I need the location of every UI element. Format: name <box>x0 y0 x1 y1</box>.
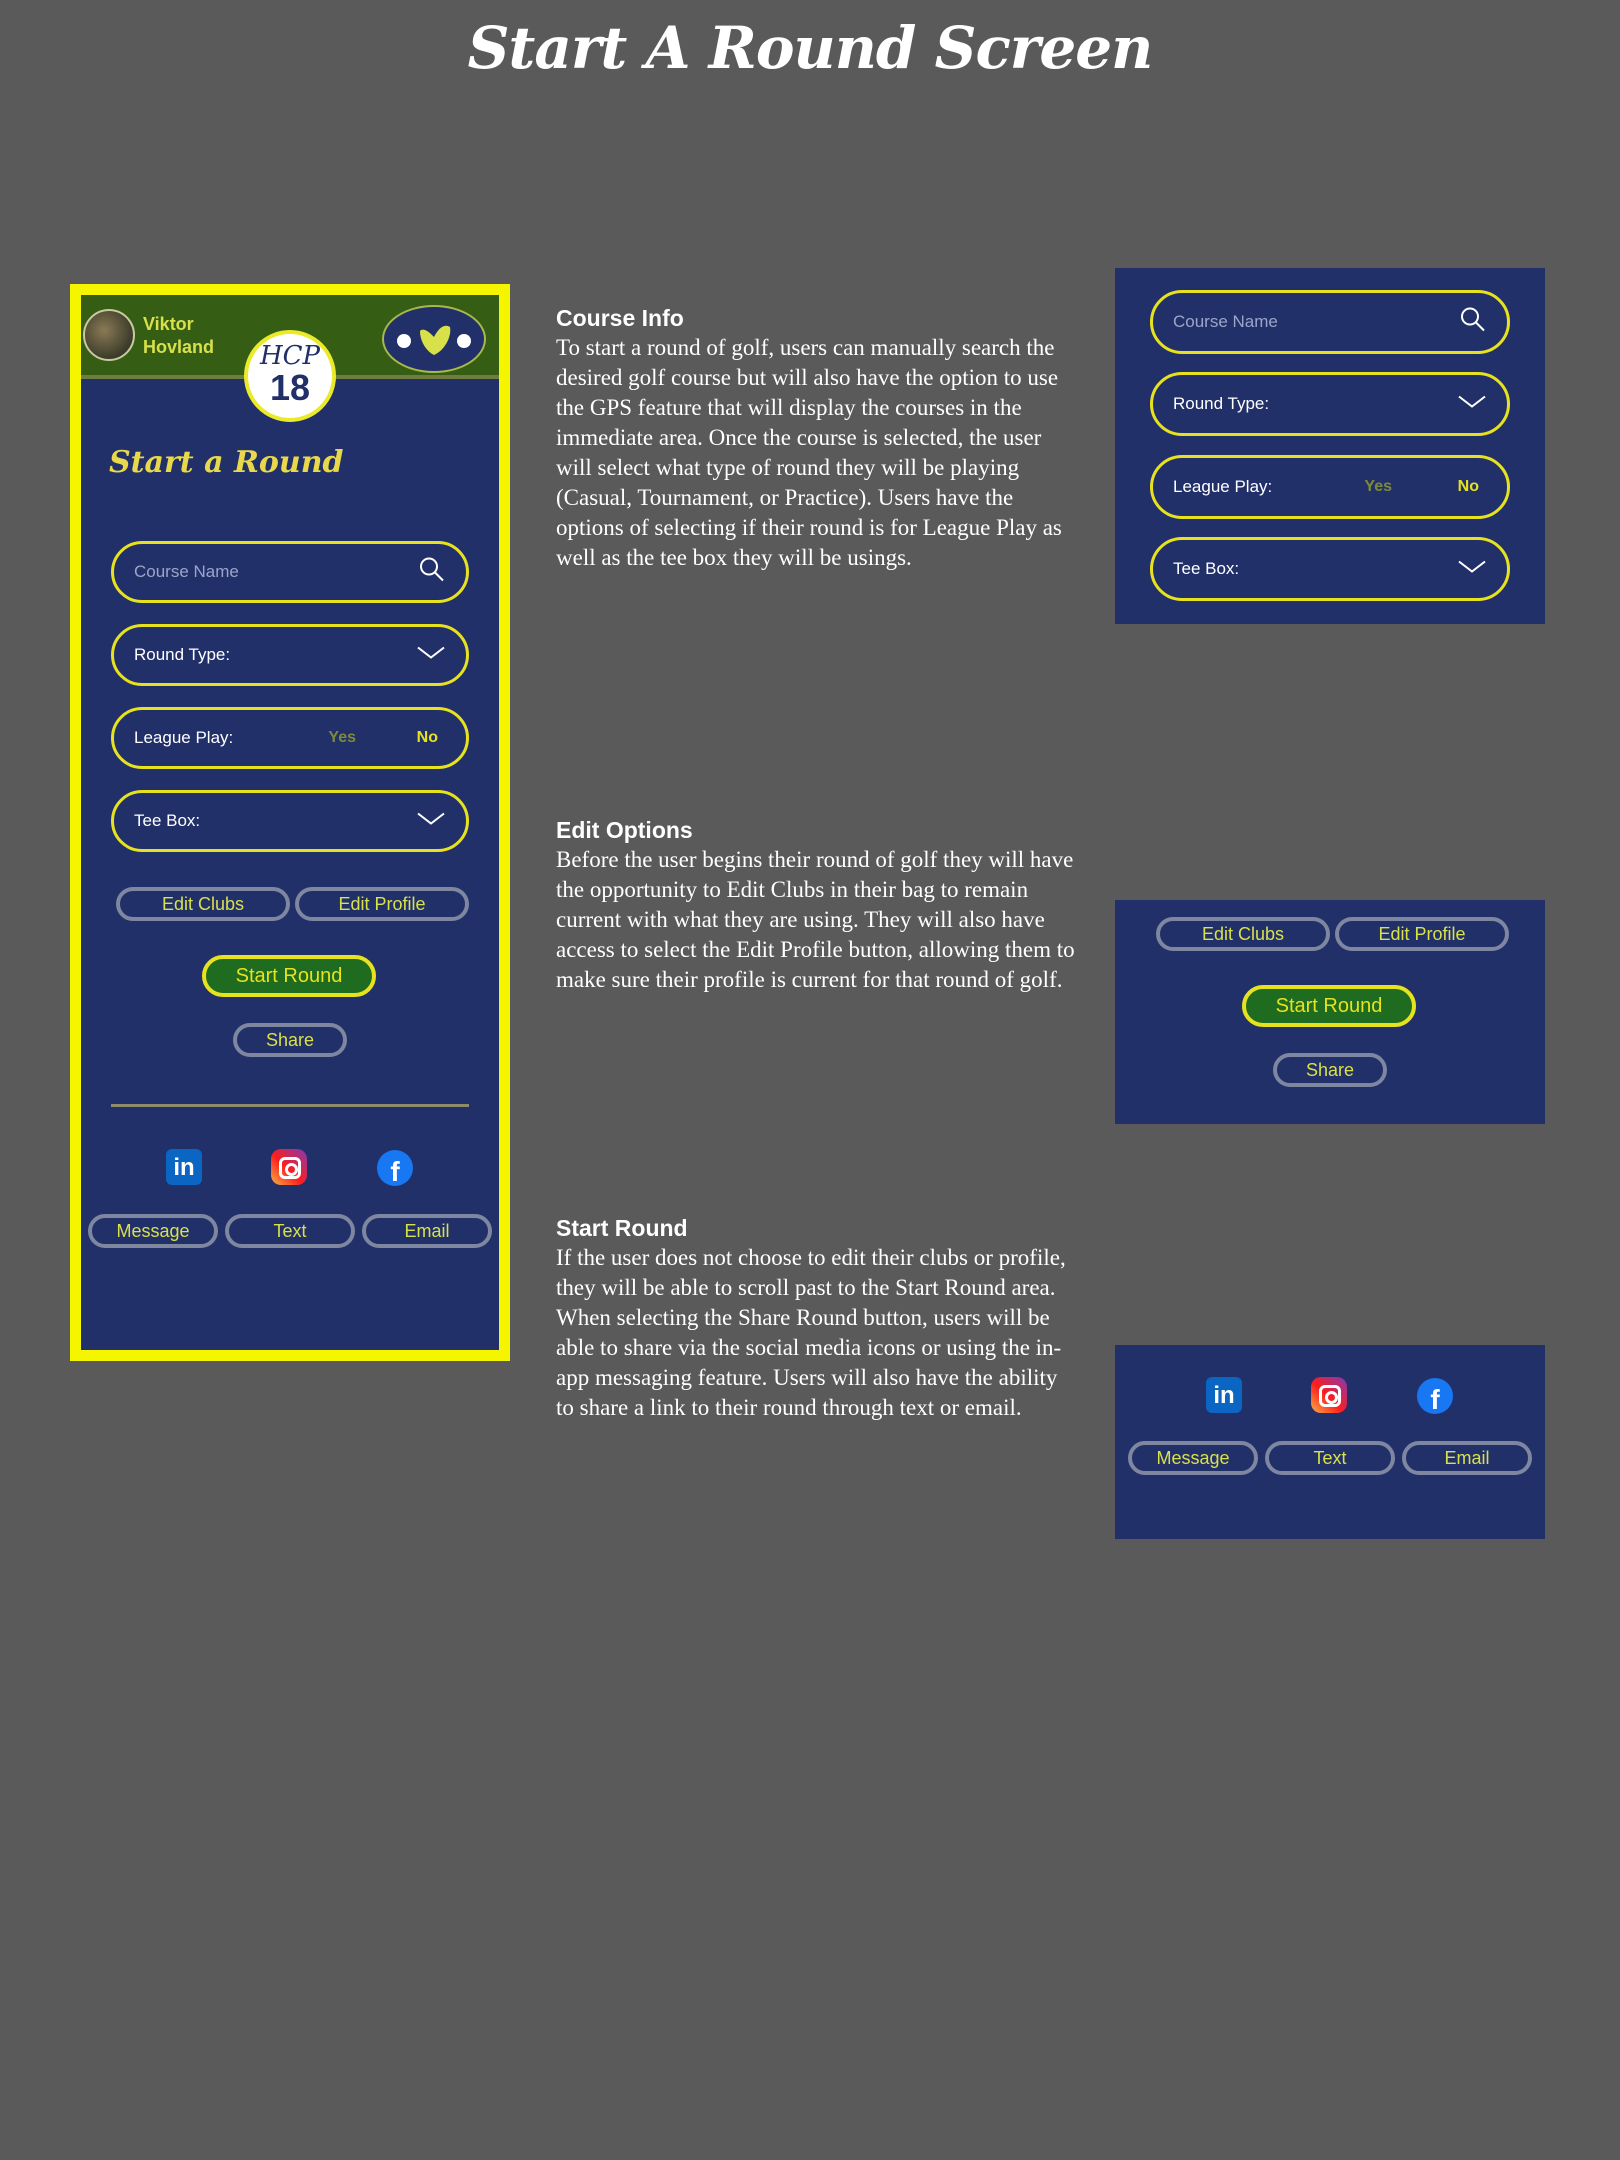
golf-logo-icon <box>384 307 484 371</box>
course-name-search[interactable] <box>1150 290 1510 354</box>
league-yes-option[interactable]: Yes <box>328 729 356 746</box>
edit-options-panel <box>1115 900 1545 1124</box>
email-button[interactable]: Email <box>1402 1441 1532 1475</box>
text-button[interactable]: Text <box>225 1214 355 1248</box>
share-button[interactable]: Share <box>233 1023 347 1057</box>
edit-clubs-button[interactable]: Edit Clubs <box>1156 917 1330 951</box>
user-first-name: Viktor <box>143 314 194 334</box>
handicap-value: 18 <box>269 367 311 408</box>
chevron-down-icon[interactable] <box>416 645 446 666</box>
section-body: To start a round of golf, users can manually search the desired golf course but will also have the option to use the GPS feature that will display the courses in the immediate area. Once the course is selected, the user will select what type of round they will be playing (Casual, Tournament, or Practice). Users have the options of selecting if their round is for League Play as well as the tee box they will be usings. <box>556 335 1062 570</box>
edit-clubs-button[interactable]: Edit Clubs <box>116 887 290 921</box>
tee-box-select[interactable] <box>1150 537 1510 601</box>
screen-heading: Start a Round <box>109 445 344 480</box>
message-button[interactable]: Message <box>88 1214 218 1248</box>
league-yes-option[interactable]: Yes <box>1364 478 1392 495</box>
league-play-label: League Play: <box>1173 477 1273 496</box>
section-start-round <box>556 1213 1076 1423</box>
message-button[interactable]: Message <box>1128 1441 1258 1475</box>
chevron-down-icon[interactable] <box>1457 394 1487 415</box>
user-last-name: Hovland <box>143 337 215 357</box>
league-no-option[interactable]: No <box>416 729 438 746</box>
divider <box>111 1104 469 1107</box>
section-title: Edit Options <box>556 817 693 843</box>
edit-profile-button[interactable]: Edit Profile <box>1335 917 1509 951</box>
league-play-label: League Play: <box>134 728 234 747</box>
facebook-icon[interactable]: f <box>1417 1378 1453 1414</box>
start-round-button[interactable]: Start Round <box>202 955 376 997</box>
linkedin-icon[interactable]: in <box>166 1149 202 1185</box>
section-body: If the user does not choose to edit their clubs or profile, they will be able to scroll past to the Start Round area. When selecting the Share Round button, users will be able to share via the social media icons or using the in-app messaging feature. Users will also have the ability to share a link to their round through text or email. <box>556 1245 1066 1420</box>
handicap-label: HCP <box>259 341 321 371</box>
linkedin-icon[interactable]: in <box>1206 1377 1242 1413</box>
round-type-select[interactable] <box>1150 372 1510 436</box>
course-name-search[interactable] <box>111 541 469 603</box>
round-type-label: Round Type: <box>134 645 231 664</box>
course-info-panel <box>1115 268 1545 624</box>
chevron-down-icon[interactable] <box>1457 559 1487 580</box>
section-title: Course Info <box>556 305 684 331</box>
league-play-toggle[interactable] <box>1150 455 1510 519</box>
search-icon[interactable] <box>418 556 446 589</box>
user-name <box>143 313 233 359</box>
course-name-placeholder: Course Name <box>134 562 239 581</box>
app-logo[interactable] <box>382 305 486 373</box>
league-no-option[interactable]: No <box>1457 478 1479 495</box>
avatar[interactable] <box>83 309 135 361</box>
email-button[interactable]: Email <box>362 1214 492 1248</box>
text-button[interactable]: Text <box>1265 1441 1395 1475</box>
share-button[interactable]: Share <box>1273 1053 1387 1087</box>
round-type-label: Round Type: <box>1173 394 1270 413</box>
facebook-icon[interactable]: f <box>377 1150 413 1186</box>
tee-box-label: Tee Box: <box>134 811 201 830</box>
tee-box-select[interactable] <box>111 790 469 852</box>
share-panel <box>1115 1345 1545 1539</box>
section-title: Start Round <box>556 1215 688 1241</box>
tee-box-label: Tee Box: <box>1173 559 1240 578</box>
instagram-icon[interactable] <box>1311 1377 1347 1413</box>
phone-mockup <box>70 284 510 1361</box>
edit-profile-button[interactable]: Edit Profile <box>295 887 469 921</box>
course-name-placeholder: Course Name <box>1173 312 1278 331</box>
round-type-select[interactable] <box>111 624 469 686</box>
league-play-toggle[interactable] <box>111 707 469 769</box>
chevron-down-icon[interactable] <box>416 811 446 832</box>
page-title: Start A Round Screen <box>467 14 1153 82</box>
section-edit-options <box>556 815 1076 995</box>
section-course-info <box>556 303 1076 573</box>
handicap-badge <box>244 330 336 422</box>
section-body: Before the user begins their round of golf they will have the opportunity to Edit Clubs in their bag to remain current with what they are using. They will also have access to select the Edit Profile button, allowing them to make sure their profile is current for that round of golf. <box>556 847 1075 992</box>
search-icon[interactable] <box>1459 306 1487 339</box>
start-round-button[interactable]: Start Round <box>1242 985 1416 1027</box>
instagram-icon[interactable] <box>271 1149 307 1185</box>
